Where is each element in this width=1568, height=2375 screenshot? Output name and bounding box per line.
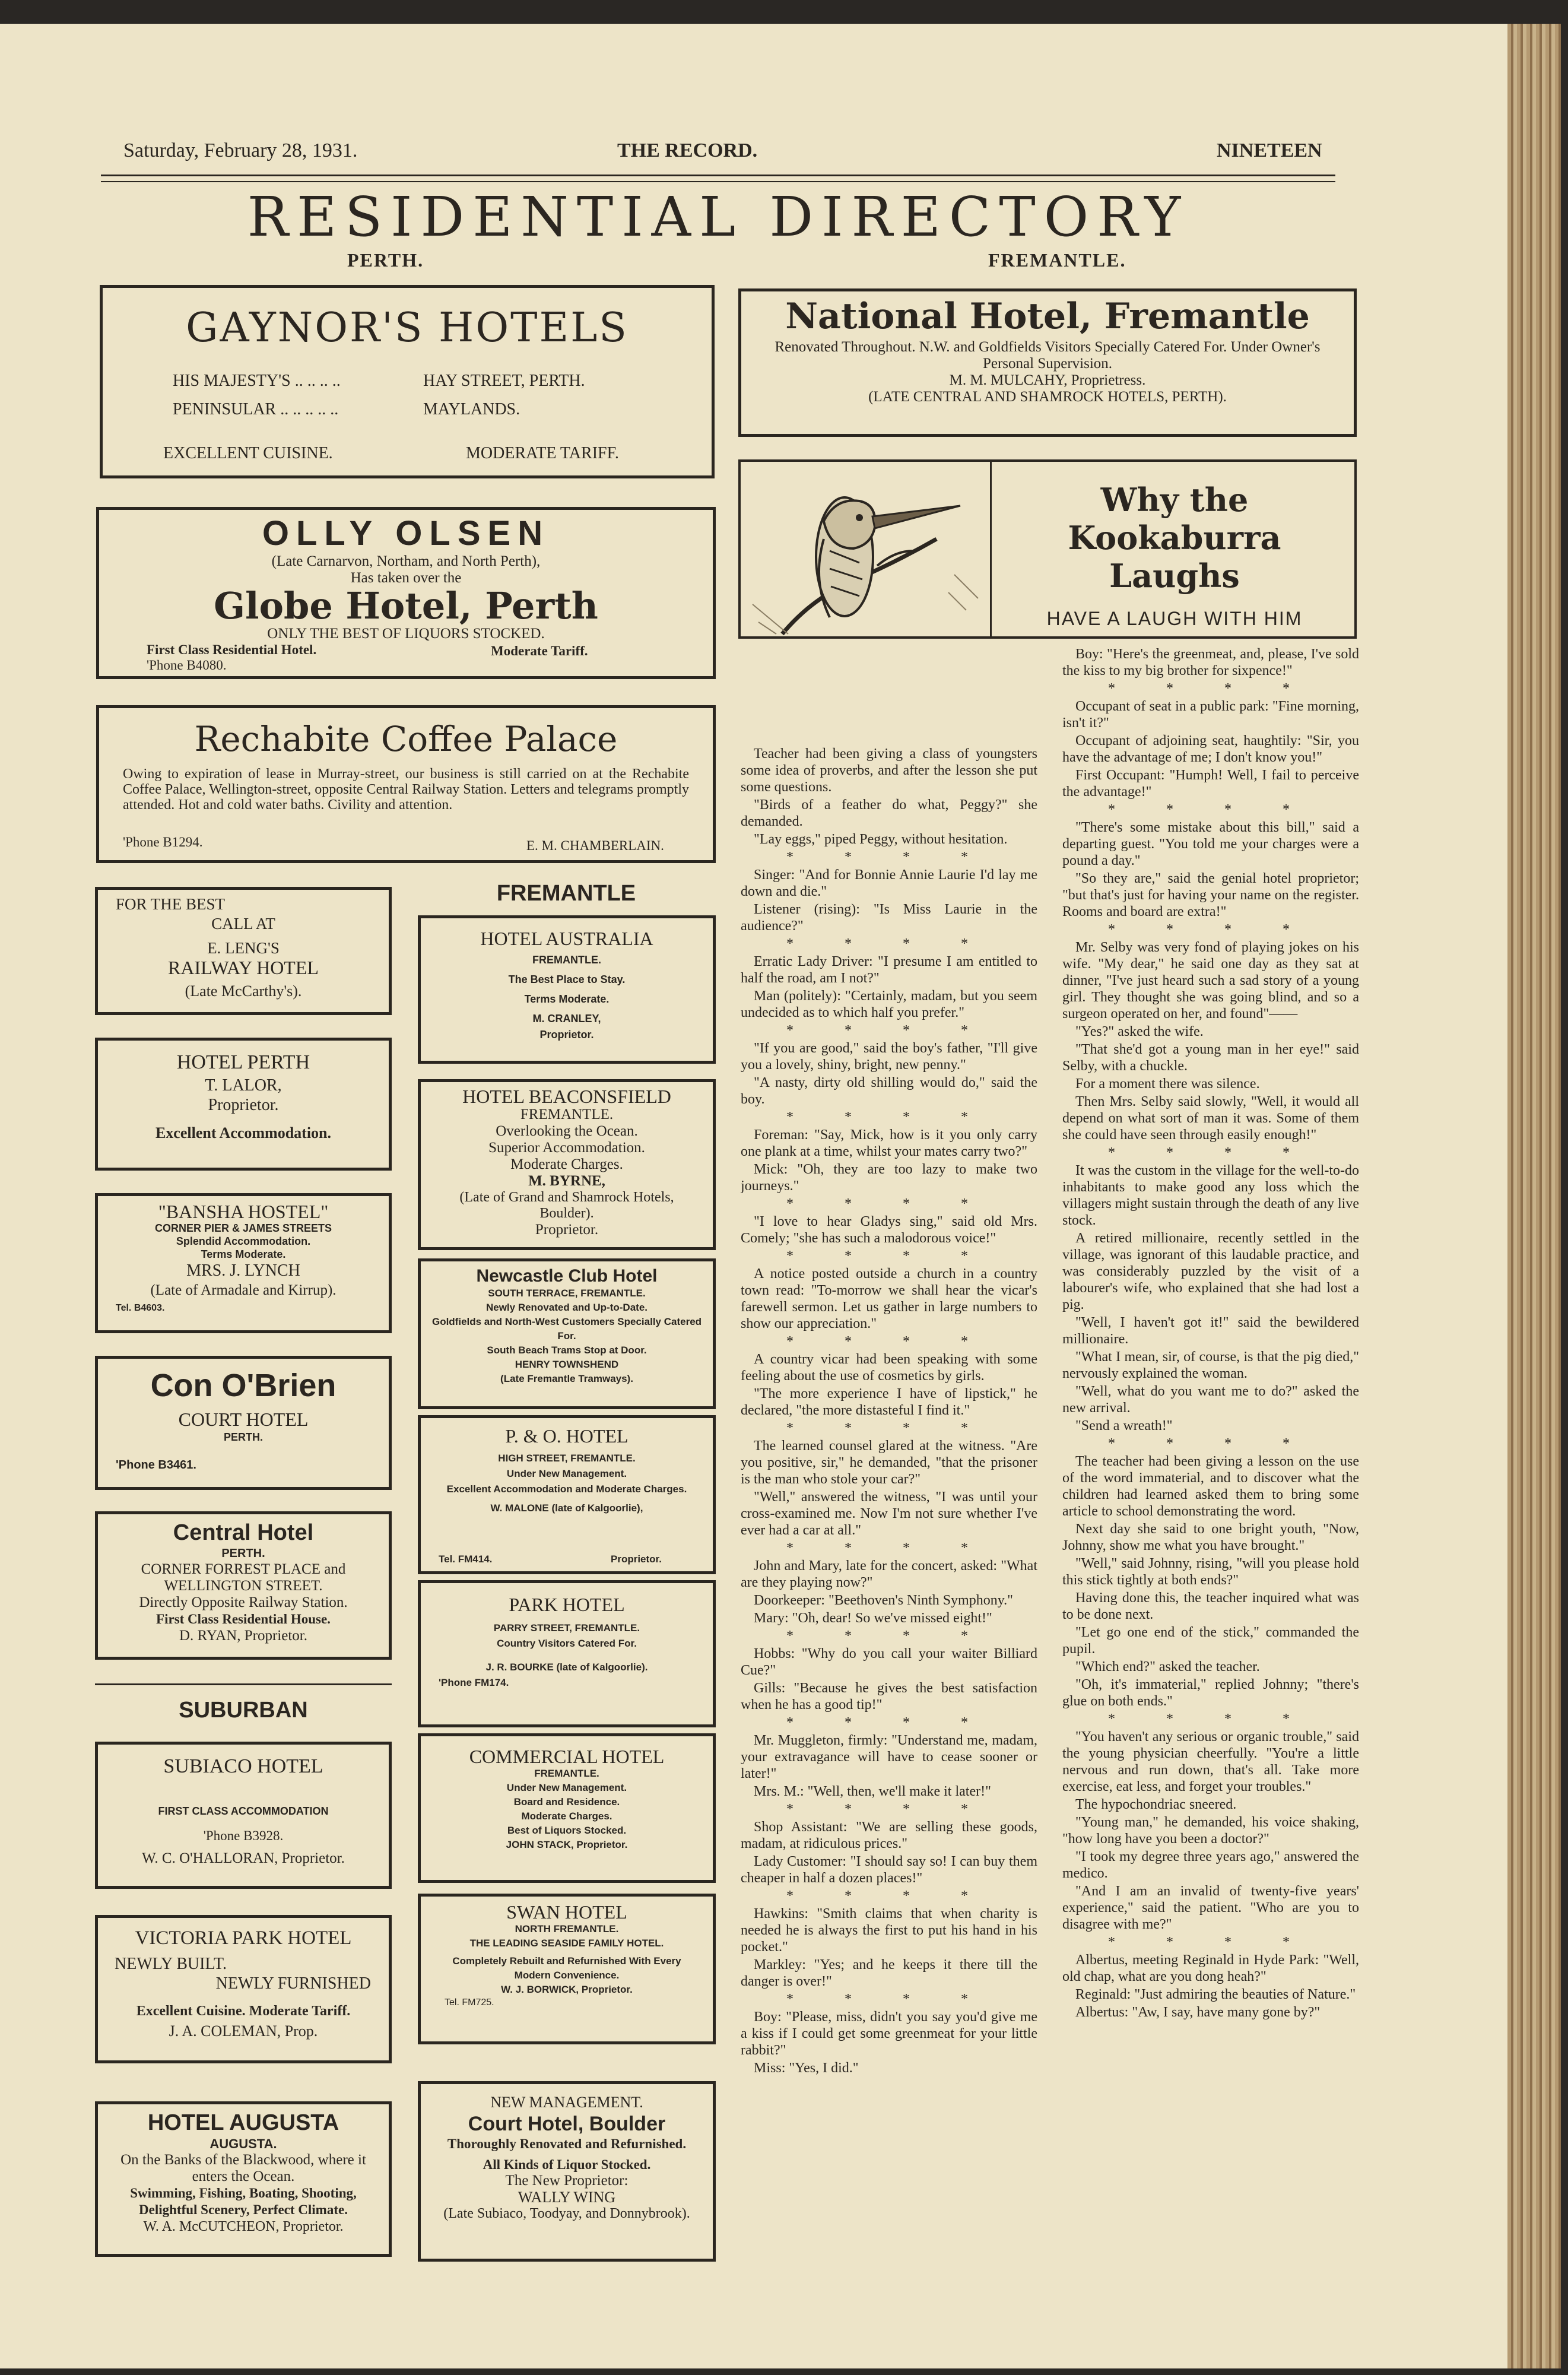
ad-owner: E. M. CHAMBERLAIN.: [526, 838, 664, 853]
section-perth: PERTH.: [347, 249, 424, 271]
ad-line: M. M. MULCAHY, Proprietress.: [949, 372, 1146, 388]
ad-line: T. LALOR,: [205, 1076, 282, 1095]
ad-line: J. A. COLEMAN, Prop.: [169, 2022, 318, 2040]
ad-line: W. MALONE (late of Kalgoorlie),: [490, 1502, 643, 1514]
ad-line: (Late of Armadale and Kirrup).: [150, 1282, 337, 1298]
ad-body: Owing to expiration of lease in Murray-street, our business is still carried on at the Rechabite Coffee Palace, Wellington-street, opposite Central Railway Station. Letters and telegrams promptly attended. Hot and cold water baths. Civility and attention.: [123, 766, 689, 813]
ad-line: HENRY TOWNSHEND: [515, 1359, 619, 1370]
ad-line: EXCELLENT CUISINE.: [163, 444, 333, 462]
ad-line: Best of Liquors Stocked.: [507, 1825, 627, 1836]
separator-stars: * * * *: [786, 1420, 992, 1436]
separator-stars: * * * *: [786, 1888, 992, 1904]
ad-title: RAILWAY HOTEL: [168, 957, 319, 978]
ad-line: THE LEADING SEASIDE FAMILY HOTEL.: [469, 1938, 664, 1949]
park-hotel-ad: [418, 1580, 716, 1727]
central-hotel-ad: [95, 1511, 392, 1660]
ad-line: NEW MANAGEMENT.: [490, 2094, 643, 2111]
ad-line: PARRY STREET, FREMANTLE.: [493, 1622, 640, 1634]
ad-line: FREMANTLE.: [534, 1768, 599, 1779]
separator-stars: * * * *: [786, 1802, 992, 1817]
ad-phone: Tel. FM414.: [439, 1553, 493, 1565]
joke-paragraph: Reginald: "Just admiring the beauties of Nature.": [1075, 1987, 1356, 2002]
hotel-beaconsfield-ad: [418, 1079, 716, 1250]
kookaburra-subtitle: HAVE A LAUGH WITH HIM: [1046, 608, 1303, 629]
joke-paragraph: The learned counsel glared at the witness. "Are you positive, sir," he demanded, "that the prisoner is the man who stole your car?": [741, 1438, 1037, 1487]
ad-line: PENINSULAR .. .. .. .. ..: [173, 400, 339, 418]
separator-stars: * * * *: [1108, 1436, 1313, 1451]
ad-line: HAY STREET, PERTH.: [423, 372, 585, 390]
joke-paragraph: "Oh, it's immaterial," replied Johnny; "there's glue on both ends.": [1062, 1677, 1359, 1709]
ad-line: FREMANTLE.: [520, 1106, 614, 1123]
ad-line: Proprietor.: [535, 1222, 599, 1238]
ad-line: Goldfields and North-West Customers Specially Catered For.: [431, 1316, 702, 1342]
ad-phone: 'Phone B4080.: [147, 658, 227, 673]
ad-line: Moderate Tariff.: [491, 643, 588, 658]
ad-title: HOTEL PERTH: [176, 1051, 310, 1073]
joke-paragraph: Occupant of seat in a public park: "Fine morning, isn't it?": [1062, 699, 1359, 731]
ad-line: PERTH.: [223, 1431, 263, 1443]
ad-line: Board and Residence.: [513, 1796, 620, 1808]
joke-paragraph: "What I mean, sir, of course, is that the pig died," nervously explained the woman.: [1062, 1349, 1359, 1381]
ad-phone: 'Phone B3461.: [116, 1458, 196, 1472]
joke-paragraph: "Which end?" asked the teacher.: [1075, 1659, 1260, 1675]
joke-paragraph: Next day she said to one bright youth, "Now, Johnny, show me what you have brought.": [1062, 1521, 1359, 1553]
joke-paragraph: "Send a wreath!": [1075, 1418, 1173, 1434]
ad-title: SUBIACO HOTEL: [163, 1755, 323, 1777]
ad-line: (Late Fremantle Tramways).: [500, 1373, 633, 1384]
joke-paragraph: Lady Customer: "I should say so! I can buy them cheaper in half a dozen places!": [741, 1854, 1037, 1886]
commercial-hotel-ad: [418, 1733, 716, 1883]
joke-paragraph: Foreman: "Say, Mick, how is it you only carry one plank at a time, whilst your mates carry two?": [741, 1127, 1037, 1159]
ad-line: (Late Carnarvon, Northam, and North Perth),: [271, 553, 541, 569]
ad-title: OLLY OLSEN: [262, 514, 550, 553]
separator-stars: * * * *: [1108, 1711, 1313, 1727]
ad-line: NEWLY BUILT.: [115, 1955, 227, 1973]
railway-hotel-ad: [95, 887, 392, 1015]
joke-paragraph: Boy: "Please, miss, didn't you say you'd give me a kiss if I could get some greenmeat for your little rabbit?": [741, 2009, 1037, 2058]
ad-line: M. BYRNE,: [528, 1173, 605, 1189]
joke-paragraph: Mr. Selby was very fond of playing jokes on his wife. "My dear," he said one day as they sat at dinner, "I've just heard such a sad story of a young girl. They thought she was going blind, and so a surgeon operated on her, and found"——: [1062, 940, 1359, 1022]
ad-title: Newcastle Club Hotel: [476, 1266, 658, 1286]
kookaburra-illustration: [741, 462, 992, 636]
jokes-column-right: [1062, 646, 1359, 2260]
joke-paragraph: Mary: "Oh, dear! So we've missed eight!": [754, 1610, 992, 1626]
paper-name: THE RECORD.: [617, 139, 758, 161]
section-fremantle-column: FREMANTLE: [496, 881, 636, 906]
subiaco-hotel-ad: [95, 1742, 392, 1889]
ad-line: Swimming, Fishing, Boating, Shooting, Delightful Scenery, Perfect Climate.: [130, 2186, 357, 2217]
kookaburra-icon: [741, 462, 990, 636]
ad-line: WELLINGTON STREET.: [164, 1578, 323, 1594]
ad-line: (Late of Grand and Shamrock Hotels, Boulder).: [459, 1190, 674, 1221]
ad-line: PERTH.: [221, 1547, 265, 1560]
ad-line: (LATE CENTRAL AND SHAMROCK HOTELS, PERTH).: [868, 389, 1227, 405]
separator-stars: * * * *: [786, 1334, 992, 1349]
ad-line: The New Proprietor:: [505, 2173, 629, 2189]
joke-paragraph: It was the custom in the village for the well-to-do inhabitants to make good any loss which the villagers might sustain through the death of any live stock.: [1062, 1163, 1359, 1228]
ad-line: MRS. J. LYNCH: [186, 1261, 300, 1280]
separator-stars: * * * *: [786, 1715, 992, 1730]
joke-paragraph: A country vicar had been speaking with some feeling about the use of cosmetics by girls.: [741, 1352, 1037, 1384]
ad-title: Con O'Brien: [150, 1368, 337, 1403]
ad-phone: 'Phone B3928.: [203, 1828, 284, 1843]
ad-line: MODERATE TARIFF.: [466, 444, 619, 462]
ad-title: "BANSHA HOSTEL": [158, 1201, 329, 1222]
joke-paragraph: Mick: "Oh, they are too lazy to make two journeys.": [741, 1162, 1037, 1194]
kookaburra-feature: [738, 459, 1357, 639]
ad-line: FREMANTLE.: [532, 954, 601, 966]
separator-stars: * * * *: [786, 1109, 992, 1125]
rechabite-ad: [96, 705, 716, 863]
ad-line: Excellent Cuisine. Moderate Tariff.: [136, 2003, 351, 2019]
separator-stars: * * * *: [1108, 922, 1313, 937]
ad-title: HOTEL BEACONSFIELD: [462, 1086, 671, 1107]
ad-line: First Class Residential House.: [156, 1612, 331, 1626]
ad-hotel: Globe Hotel, Perth: [214, 584, 598, 627]
ad-line: CORNER PIER & JAMES STREETS: [154, 1222, 332, 1234]
con-obrien-ad: [95, 1356, 392, 1490]
ad-line: CORNER FORREST PLACE and: [141, 1561, 346, 1577]
kookaburra-title: Why the Kookaburra Laughs: [1068, 481, 1281, 595]
ad-title: HOTEL AUSTRALIA: [480, 928, 653, 949]
joke-paragraph: "That she'd got a young man in her eye!" said Selby, with a chuckle.: [1062, 1042, 1359, 1074]
ad-line: JOHN STACK, Proprietor.: [506, 1839, 628, 1850]
joke-paragraph: Hawkins: "Smith claims that when charity is needed he is always the first to put his hand in his pocket.": [741, 1906, 1037, 1955]
separator-stars: * * * *: [1108, 802, 1313, 817]
national-hotel-ad: [738, 288, 1357, 437]
ad-phone: 'Phone B1294.: [123, 835, 203, 849]
ad-line: NORTH FREMANTLE.: [515, 1923, 619, 1935]
page-title: RESIDENTIAL DIRECTORY: [247, 185, 1189, 249]
ad-line: Renovated Throughout. N.W. and Goldfields Visitors Specially Catered For. Under Owner's Personal Supervision.: [775, 339, 1321, 372]
ad-line: Under New Management.: [506, 1782, 627, 1793]
swan-hotel-ad: [418, 1894, 716, 2044]
bansha-hostel-ad: [95, 1193, 392, 1333]
divider: [95, 1683, 392, 1685]
ad-title: Rechabite Coffee Palace: [194, 719, 618, 759]
ad-line: (Late McCarthy's).: [185, 982, 302, 1000]
ad-line: FOR THE BEST: [116, 895, 226, 913]
ad-line: M. CRANLEY,: [532, 1013, 601, 1025]
ad-line: Excellent Accommodation and Moderate Charges.: [446, 1483, 687, 1495]
ad-title: HOTEL AUGUSTA: [147, 2110, 339, 2135]
ad-line: The Best Place to Stay.: [508, 974, 626, 985]
ad-line: Excellent Accommodation.: [155, 1124, 332, 1141]
ad-line: COURT HOTEL: [178, 1409, 309, 1430]
joke-paragraph: "Well, I haven't got it!" said the bewildered millionaire.: [1062, 1315, 1359, 1347]
ad-line: Moderate Charges.: [510, 1156, 623, 1172]
joke-paragraph: "Well," said Johnny, rising, "will you please hold this stick tightly at both ends?": [1062, 1556, 1359, 1588]
issue-date: Saturday, February 28, 1931.: [123, 139, 358, 161]
ad-line: MAYLANDS.: [423, 400, 520, 418]
separator-stars: * * * *: [786, 1023, 992, 1038]
ad-line: HIGH STREET, FREMANTLE.: [498, 1453, 636, 1464]
joke-paragraph: A notice posted outside a church in a country town read: "To-morrow we shall hear the vicar's farewell sermon. Let us gather in large numbers to show our appreciation.": [741, 1266, 1037, 1331]
ad-line: FIRST CLASS ACCOMMODATION: [158, 1805, 329, 1817]
joke-paragraph: "I took my degree three years ago," answered the medico.: [1062, 1849, 1359, 1881]
joke-paragraph: Shop Assistant: "We are selling these goods, madam, at ridiculous prices.": [741, 1819, 1037, 1851]
court-hotel-boulder-ad: [418, 2081, 716, 2262]
hotel-augusta-ad: [95, 2101, 392, 2257]
ad-line: SOUTH TERRACE, FREMANTLE.: [488, 1288, 646, 1299]
ad-line: Superior Accommodation.: [488, 1140, 645, 1156]
ad-title: National Hotel, Fremantle: [785, 296, 1310, 337]
ad-line: CALL AT: [211, 915, 275, 933]
ad-line: J. R. BOURKE (late of Kalgoorlie).: [485, 1661, 648, 1673]
ad-line: Overlooking the Ocean.: [496, 1123, 638, 1139]
ad-title: SWAN HOTEL: [506, 1901, 627, 1923]
ad-title: Central Hotel: [173, 1520, 314, 1545]
joke-paragraph: "There's some mistake about this bill," said a departing guest. "You told me your charges were a pound a day.": [1062, 820, 1359, 868]
joke-paragraph: A retired millionaire, recently settled in the village, was ignorant of this laudable practice, and was considerably puzzled by the visit of a labourer's wife, who explained that she had lost a pig.: [1062, 1231, 1359, 1312]
joke-paragraph: "And I am an invalid of twenty-five years' experience," said the patient. "Who are you to disagree with me?": [1062, 1883, 1359, 1932]
separator-stars: * * * *: [1108, 681, 1313, 696]
joke-paragraph: "If you are good," said the boy's father, "I'll give you a lovely, shiny, bright, new penny.": [741, 1041, 1037, 1073]
joke-paragraph: Singer: "And for Bonnie Annie Laurie I'd lay me down and die.": [741, 867, 1037, 899]
ad-line: On the Banks of the Blackwood, where it enters the Ocean.: [120, 2152, 366, 2184]
joke-paragraph: "You haven't any serious or organic trouble," said the young physician cheerfully. "You're a little nervous and run down, that's all. Take more exercise, eat less, and forget your troubles.": [1062, 1729, 1359, 1794]
ad-title: GAYNOR'S HOTELS: [186, 305, 629, 351]
ad-line: Moderate Charges.: [521, 1810, 612, 1822]
ad-line: W. C. O'HALLORAN, Proprietor.: [142, 1850, 345, 1866]
joke-paragraph: "So they are," said the genial hotel proprietor; "but that's just for having your name on the register. Rooms and board are extra!": [1062, 871, 1359, 919]
ad-line: WALLY WING: [518, 2189, 616, 2206]
joke-paragraph: Hobbs: "Why do you call your waiter Billiard Cue?": [741, 1646, 1037, 1678]
joke-paragraph: For a moment there was silence.: [1075, 1076, 1260, 1092]
ad-line: D. RYAN, Proprietor.: [179, 1628, 307, 1644]
separator-stars: * * * *: [786, 936, 992, 952]
ad-line: First Class Residential Hotel.: [147, 642, 317, 657]
joke-paragraph: Markley: "Yes; and he keeps it there till the danger is over!": [741, 1957, 1037, 1989]
section-suburban: SUBURBAN: [179, 1698, 308, 1723]
ad-title: P. & O. HOTEL: [505, 1425, 629, 1447]
joke-paragraph: Doorkeeper: "Beethoven's Ninth Symphony.": [754, 1593, 1013, 1608]
ad-line: W. J. BORWICK, Proprietor.: [501, 1984, 633, 1995]
kookaburra-heading: [999, 481, 1350, 630]
joke-paragraph: Miss: "Yes, I did.": [754, 2060, 859, 2076]
ad-line: ONLY THE BEST OF LIQUORS STOCKED.: [267, 626, 545, 642]
ad-title: Court Hotel, Boulder: [468, 2113, 666, 2135]
ad-line: Terms Moderate.: [201, 1248, 286, 1260]
ad-line: NEWLY FURNISHED: [215, 1974, 371, 1993]
ad-line: Proprietor.: [611, 1553, 662, 1565]
ad-line: Under New Management.: [506, 1468, 627, 1479]
ad-line: HIS MAJESTY'S .. .. .. ..: [173, 372, 341, 390]
ad-phone: Tel. FM725.: [445, 1997, 494, 2008]
joke-paragraph: Mr. Muggleton, firmly: "Understand me, madam, your extravagance will have to cease sooner or later!": [741, 1733, 1037, 1781]
ad-line: Splendid Accommodation.: [176, 1235, 311, 1247]
joke-paragraph: The teacher had been giving a lesson on the use of the word immaterial, and to discover what the children had learned asked them to bring some article to school demonstrating the word.: [1062, 1454, 1359, 1519]
separator-stars: * * * *: [786, 1992, 992, 2007]
gaynors-hotels-ad: [100, 285, 715, 478]
separator-stars: * * * *: [786, 1540, 992, 1556]
joke-paragraph: Boy: "Here's the greenmeat, and, please, I've sold the kiss to my big brother for sixpence!": [1062, 646, 1359, 678]
victoria-park-hotel-ad: [95, 1915, 392, 2063]
newcastle-club-hotel-ad: [418, 1258, 716, 1409]
ad-line: (Late Subiaco, Toodyay, and Donnybrook).: [443, 2206, 690, 2221]
ad-line: Proprietor.: [539, 1029, 594, 1041]
joke-paragraph: "Young man," he demanded, his voice shaking, "how long have you been a doctor?": [1062, 1815, 1359, 1847]
ad-phone: 'Phone FM174.: [439, 1677, 509, 1688]
joke-paragraph: "Well, what do you want me to do?" asked the new arrival.: [1062, 1384, 1359, 1416]
olly-olsen-ad: [96, 507, 716, 679]
ad-line: Country Visitors Catered For.: [497, 1638, 637, 1649]
ad-line: Terms Moderate.: [524, 993, 610, 1005]
joke-paragraph: "A nasty, dirty old shilling would do," said the boy.: [741, 1075, 1037, 1107]
joke-paragraph: The hypochondriac sneered.: [1075, 1797, 1237, 1812]
ad-line: E. LENG'S: [207, 939, 280, 957]
ad-title: PARK HOTEL: [509, 1594, 625, 1615]
ad-phone: Tel. B4603.: [116, 1303, 165, 1313]
joke-paragraph: Man (politely): "Certainly, madam, but you seem undecided as to which half you prefer.": [741, 988, 1037, 1020]
ad-line: AUGUSTA.: [210, 2136, 277, 2151]
joke-paragraph: Then Mrs. Selby said slowly, "Well, it would all depend on what sort of man it was. Some of them she could have seen through easily enough!": [1062, 1094, 1359, 1143]
joke-paragraph: "The more experience I have of lipstick," he declared, "the more distasteful I find it.": [741, 1386, 1037, 1418]
joke-paragraph: "Lay eggs," piped Peggy, without hesitation.: [754, 832, 1008, 847]
joke-paragraph: "Let go one end of the stick," commanded the pupil.: [1062, 1625, 1359, 1657]
page-edge: [1507, 24, 1561, 2368]
joke-paragraph: Mrs. M.: "Well, then, we'll make it later!": [754, 1784, 991, 1799]
ad-line: Newly Renovated and Up-to-Date.: [485, 1302, 648, 1313]
joke-paragraph: Albertus: "Aw, I say, have many gone by?": [1075, 2005, 1321, 2020]
ad-line: Has taken over the: [350, 570, 462, 586]
ad-line: Directly Opposite Railway Station.: [139, 1594, 348, 1610]
separator-stars: * * * *: [1108, 1145, 1313, 1160]
jokes-column-left: [741, 746, 1037, 2259]
separator-stars: * * * *: [786, 1628, 992, 1644]
ad-line: All Kinds of Liquor Stocked.: [483, 2157, 651, 2172]
ad-line: Completely Rebuilt and Refurnished With Every Modern Convenience.: [452, 1955, 681, 1981]
ad-title: VICTORIA PARK HOTEL: [135, 1927, 352, 1949]
joke-paragraph: Occupant of adjoining seat, haughtily: "Sir, you have the advantage of me; I don't know you!": [1062, 733, 1359, 765]
section-fremantle: FREMANTLE.: [988, 249, 1126, 271]
po-hotel-ad: [418, 1415, 716, 1574]
ad-line: South Beach Trams Stop at Door.: [487, 1345, 647, 1356]
ad-line: Thoroughly Renovated and Refurnished.: [447, 2136, 687, 2151]
separator-stars: * * * *: [786, 1248, 992, 1264]
joke-paragraph: Albertus, meeting Reginald in Hyde Park: "Well, old chap, what are you dong heah?": [1062, 1952, 1359, 1984]
joke-paragraph: John and Mary, late for the concert, asked: "What are they playing now?": [741, 1558, 1037, 1590]
joke-paragraph: "Yes?" asked the wife.: [1075, 1024, 1204, 1039]
page-number: NINETEEN: [1217, 139, 1322, 161]
separator-stars: * * * *: [786, 849, 992, 865]
separator-stars: * * * *: [786, 1196, 992, 1212]
joke-paragraph: "I love to hear Gladys sing," said old Mrs. Comely; "she has such a malodorous voice!": [741, 1214, 1037, 1246]
joke-paragraph: Having done this, the teacher inquired what was to be done next.: [1062, 1590, 1359, 1622]
hotel-perth-ad: [95, 1038, 392, 1171]
joke-paragraph: Listener (rising): "Is Miss Laurie in the audience?": [741, 902, 1037, 934]
header-rule: [101, 175, 1335, 176]
joke-paragraph: "Birds of a feather do what, Peggy?" she demanded.: [741, 797, 1037, 829]
separator-stars: * * * *: [1108, 1935, 1313, 1950]
joke-paragraph: Teacher had been giving a class of youngsters some idea of proverbs, and after the lesson she put some questions.: [741, 746, 1037, 795]
ad-line: W. A. McCUTCHEON, Proprietor.: [143, 2219, 344, 2234]
joke-paragraph: "Well," answered the witness, "I was until your cross-examined me. Now I'm not sure whether I've ever had a car at all.": [741, 1489, 1037, 1538]
joke-paragraph: First Occupant: "Humph! Well, I fail to perceive the advantage!": [1062, 768, 1359, 800]
hotel-australia-ad: [418, 915, 716, 1064]
ad-line: Proprietor.: [208, 1096, 279, 1114]
joke-paragraph: Gills: "Because he gives the best satisfaction when he has a good tip!": [741, 1680, 1037, 1713]
header-rule-thin: [101, 181, 1335, 182]
ad-title: COMMERCIAL HOTEL: [469, 1746, 665, 1767]
joke-paragraph: Erratic Lady Driver: "I presume I am entitled to half the road, am I not?": [741, 954, 1037, 986]
